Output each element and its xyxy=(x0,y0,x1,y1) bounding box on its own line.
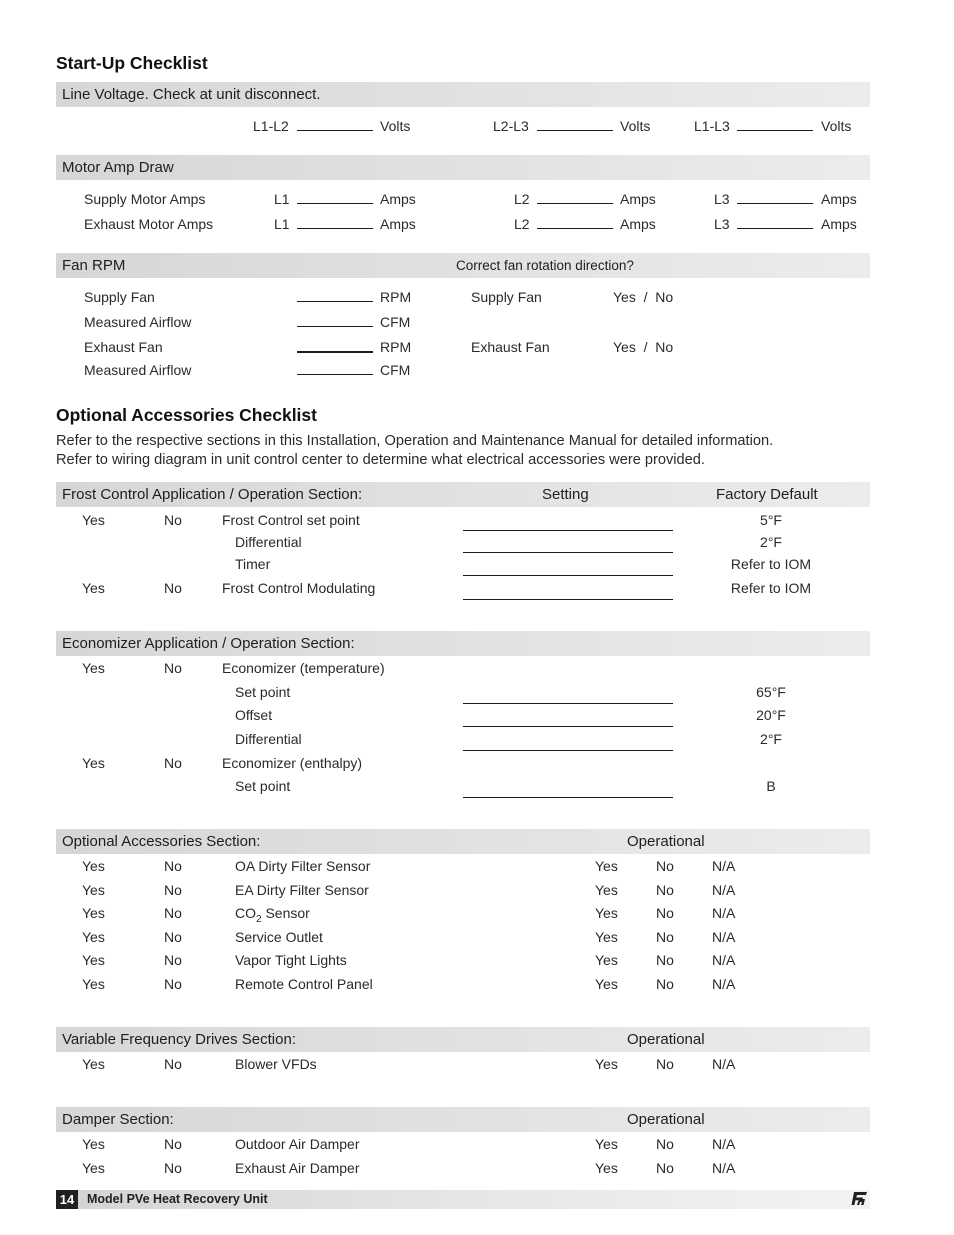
accessory-label-subscript: 2 xyxy=(256,913,262,925)
exhaust-motor-amps-label: Exhaust Motor Amps xyxy=(84,216,214,232)
frost-setpoint-default: 5°F xyxy=(760,512,782,528)
accessory-label: Remote Control Panel xyxy=(235,976,373,992)
economizer-differential-label: Differential xyxy=(235,731,302,747)
operational-column-header: Operational xyxy=(627,1111,705,1128)
economizer-offset-default: 20°F xyxy=(756,707,786,723)
accessory-label: OA Dirty Filter Sensor xyxy=(235,858,371,874)
voltage-label-l1l3: L1-L3 xyxy=(694,118,730,134)
operational-column-header: Operational xyxy=(627,1031,705,1048)
operational-yes-option[interactable]: Yes xyxy=(595,881,618,898)
accessories-header: Optional Accessories Section: xyxy=(62,833,261,850)
vfd-header-bar xyxy=(56,1027,870,1052)
operational-na-option[interactable]: N/A xyxy=(712,928,736,945)
phase-l1: L1 xyxy=(274,191,290,207)
frost-header-bar xyxy=(56,482,870,507)
supply-fan-label: Supply Fan xyxy=(84,289,155,305)
voltage-unit: Volts xyxy=(380,118,411,134)
operational-no-option[interactable]: No xyxy=(656,881,674,898)
amp-unit: Amps xyxy=(821,191,857,207)
rotation-supply-fan-choice[interactable]: Yes / No xyxy=(613,289,674,305)
no-option[interactable]: No xyxy=(164,976,182,992)
economizer-setpoint-blank[interactable] xyxy=(463,703,673,704)
yes-option[interactable]: Yes xyxy=(82,580,105,596)
optional-title: Optional Accessories Checklist xyxy=(56,405,317,425)
no-option[interactable]: No xyxy=(164,928,182,945)
frost-timer-label: Timer xyxy=(235,556,271,572)
frost-modulating-default: Refer to IOM xyxy=(730,580,812,596)
accessory-label: EA Dirty Filter Sensor xyxy=(235,881,369,898)
intro-paragraph xyxy=(56,432,876,470)
amp-unit: Amps xyxy=(620,216,656,232)
rpm-unit: RPM xyxy=(380,289,412,305)
yes-option[interactable]: Yes xyxy=(82,976,105,992)
voltage-l2l3-blank[interactable] xyxy=(537,130,613,131)
supply-l1-blank[interactable] xyxy=(297,203,373,204)
operational-yes-option[interactable]: Yes xyxy=(595,952,618,969)
economizer-differential-blank[interactable] xyxy=(463,750,673,751)
damper-header-bar xyxy=(56,1107,870,1132)
enthalpy-setpoint-blank[interactable] xyxy=(463,797,673,798)
operational-yes-option[interactable]: Yes xyxy=(595,928,618,945)
no-option[interactable]: No xyxy=(164,905,182,922)
operational-na-option[interactable]: N/A xyxy=(712,1136,736,1152)
accessory-label: Blower VFDs xyxy=(235,1056,317,1072)
setting-column-header: Setting xyxy=(542,486,589,503)
operational-yes-option[interactable]: Yes xyxy=(595,1160,618,1176)
operational-no-option[interactable]: No xyxy=(656,952,674,969)
enthalpy-setpoint-default: B xyxy=(766,778,776,794)
phase-l3: L3 xyxy=(714,216,730,232)
operational-na-option[interactable]: N/A xyxy=(712,858,736,874)
no-option[interactable]: No xyxy=(164,952,182,969)
yes-option[interactable]: Yes xyxy=(82,1056,105,1072)
exhaust-fan-label: Exhaust Fan xyxy=(84,339,163,355)
amp-unit: Amps xyxy=(821,216,857,232)
economizer-offset-label: Offset xyxy=(235,707,273,723)
no-option[interactable]: No xyxy=(164,1056,182,1072)
no-option[interactable]: No xyxy=(164,881,182,898)
operational-no-option[interactable]: No xyxy=(656,905,674,922)
motor-amp-header-bar xyxy=(56,155,870,180)
economizer-setpoint-default: 65°F xyxy=(756,684,786,700)
operational-no-option[interactable]: No xyxy=(656,976,674,992)
frost-timer-blank[interactable] xyxy=(463,575,673,576)
supply-airflow-blank[interactable] xyxy=(297,326,373,327)
yes-option[interactable]: Yes xyxy=(82,881,105,898)
rotation-exhaust-fan-label: Exhaust Fan xyxy=(471,339,550,355)
factory-default-column-header: Factory Default xyxy=(716,486,818,503)
yes-option[interactable]: Yes xyxy=(82,1160,105,1176)
accessory-label xyxy=(235,905,310,925)
operational-na-option[interactable]: N/A xyxy=(712,952,736,969)
frost-differential-default: 2°F xyxy=(760,534,782,550)
accessories-header-bar xyxy=(56,829,870,854)
voltage-unit: Volts xyxy=(821,118,852,134)
frost-modulating-label: Frost Control Modulating xyxy=(222,580,376,596)
yes-option[interactable]: Yes xyxy=(82,755,105,771)
operational-yes-option[interactable]: Yes xyxy=(595,1056,618,1072)
operational-no-option[interactable]: No xyxy=(656,1160,674,1176)
footer-bar xyxy=(56,1190,870,1209)
no-option[interactable]: No xyxy=(164,1160,182,1176)
economizer-header: Economizer Application / Operation Section: xyxy=(62,635,355,652)
yes-option[interactable]: Yes xyxy=(82,512,105,528)
damper-header: Damper Section: xyxy=(62,1111,174,1128)
rotation-header: Correct fan rotation direction? xyxy=(456,258,634,273)
voltage-l1l3-blank[interactable] xyxy=(737,130,813,131)
voltage-unit: Volts xyxy=(620,118,651,134)
yes-option[interactable]: Yes xyxy=(82,1136,105,1152)
accessory-label: Vapor Tight Lights xyxy=(235,952,347,969)
vfd-header: Variable Frequency Drives Section: xyxy=(62,1031,296,1048)
operational-na-option[interactable]: N/A xyxy=(712,1056,736,1072)
line-voltage-header-bar xyxy=(56,82,870,107)
amp-unit: Amps xyxy=(380,191,416,207)
rotation-supply-fan-label: Supply Fan xyxy=(471,289,542,305)
economizer-enthalpy-label: Economizer (enthalpy) xyxy=(222,755,363,771)
rpm-unit: RPM xyxy=(380,339,412,355)
economizer-setpoint-label: Set point xyxy=(235,684,291,700)
operational-na-option[interactable]: N/A xyxy=(712,881,736,898)
fan-rpm-header-bar xyxy=(56,253,870,278)
enthalpy-setpoint-label: Set point xyxy=(235,778,291,794)
accessory-label: Service Outlet xyxy=(235,928,323,945)
no-option[interactable]: No xyxy=(164,1136,182,1152)
frost-differential-label: Differential xyxy=(235,534,302,550)
economizer-offset-blank[interactable] xyxy=(463,726,673,727)
operational-na-option[interactable]: N/A xyxy=(712,905,736,922)
exhaust-fan-rpm-blank[interactable] xyxy=(297,351,373,353)
operational-no-option[interactable]: No xyxy=(656,928,674,945)
exhaust-l1-blank[interactable] xyxy=(297,228,373,229)
measured-airflow-label: Measured Airflow xyxy=(84,314,192,330)
accessory-label: Outdoor Air Damper xyxy=(235,1136,360,1152)
exhaust-l3-blank[interactable] xyxy=(737,228,813,229)
exhaust-airflow-blank[interactable] xyxy=(297,374,373,375)
operational-no-option[interactable]: No xyxy=(656,1136,674,1152)
greenheck-logo-icon xyxy=(851,1191,869,1207)
operational-yes-option[interactable]: Yes xyxy=(595,905,618,922)
supply-l3-blank[interactable] xyxy=(737,203,813,204)
economizer-temperature-label: Economizer (temperature) xyxy=(222,660,385,676)
supply-fan-rpm-blank[interactable] xyxy=(297,301,373,302)
yes-option[interactable]: Yes xyxy=(82,660,105,676)
no-option[interactable]: No xyxy=(164,755,182,771)
operational-no-option[interactable]: No xyxy=(656,1056,674,1072)
frost-timer-default: Refer to IOM xyxy=(730,556,812,572)
no-option[interactable]: No xyxy=(164,580,182,596)
amp-unit: Amps xyxy=(380,216,416,232)
yes-option[interactable]: Yes xyxy=(82,928,105,945)
startup-title: Start-Up Checklist xyxy=(56,53,208,73)
operational-yes-option[interactable]: Yes xyxy=(595,1136,618,1152)
operational-yes-option[interactable]: Yes xyxy=(595,976,618,992)
intro-line-1: Refer to the respective sections in this Installation, Operation and Maintenance Manual for detailed information. xyxy=(56,433,774,449)
operational-yes-option[interactable]: Yes xyxy=(595,858,618,874)
supply-motor-amps-label: Supply Motor Amps xyxy=(84,191,206,207)
yes-option[interactable]: Yes xyxy=(82,952,105,969)
no-option[interactable]: No xyxy=(164,858,182,874)
rotation-exhaust-fan-choice[interactable]: Yes / No xyxy=(613,339,674,355)
operational-no-option[interactable]: No xyxy=(656,858,674,874)
accessory-label-main: CO xyxy=(235,905,256,922)
line-voltage-header: Line Voltage. Check at unit disconnect. xyxy=(62,86,321,103)
operational-na-option[interactable]: N/A xyxy=(712,1160,736,1176)
frost-setpoint-blank[interactable] xyxy=(463,530,673,531)
voltage-l1l2-blank[interactable] xyxy=(297,130,373,131)
frost-setpoint-label: Frost Control set point xyxy=(222,512,360,528)
page-number: 14 xyxy=(56,1190,78,1209)
frost-modulating-blank[interactable] xyxy=(463,599,673,600)
economizer-differential-default: 2°F xyxy=(760,731,782,747)
operational-column-header: Operational xyxy=(627,833,705,850)
accessory-label-suffix: Sensor xyxy=(261,905,310,922)
motor-amp-header: Motor Amp Draw xyxy=(62,159,174,176)
frost-header: Frost Control Application / Operation Section: xyxy=(62,486,363,503)
voltage-label-l1l2: L1-L2 xyxy=(253,118,289,134)
yes-option[interactable]: Yes xyxy=(82,905,105,922)
intro-line-2: Refer to wiring diagram in unit control center to determine what electrical accessories were provided. xyxy=(56,452,705,468)
economizer-header-bar xyxy=(56,631,870,656)
cfm-unit: CFM xyxy=(380,314,411,330)
amp-unit: Amps xyxy=(620,191,656,207)
frost-differential-blank[interactable] xyxy=(463,552,673,553)
measured-airflow-label: Measured Airflow xyxy=(84,362,192,378)
phase-l2: L2 xyxy=(514,216,530,232)
exhaust-l2-blank[interactable] xyxy=(537,228,613,229)
no-option[interactable]: No xyxy=(164,660,182,676)
cfm-unit: CFM xyxy=(380,362,411,378)
voltage-label-l2l3: L2-L3 xyxy=(493,118,529,134)
phase-l1: L1 xyxy=(274,216,290,232)
supply-l2-blank[interactable] xyxy=(537,203,613,204)
fan-rpm-header: Fan RPM xyxy=(62,257,126,274)
yes-option[interactable]: Yes xyxy=(82,858,105,874)
phase-l3: L3 xyxy=(714,191,730,207)
operational-na-option[interactable]: N/A xyxy=(712,976,736,992)
footer-title: Model PVe Heat Recovery Unit xyxy=(87,1192,268,1206)
accessory-label: Exhaust Air Damper xyxy=(235,1160,360,1176)
no-option[interactable]: No xyxy=(164,512,182,528)
phase-l2: L2 xyxy=(514,191,530,207)
